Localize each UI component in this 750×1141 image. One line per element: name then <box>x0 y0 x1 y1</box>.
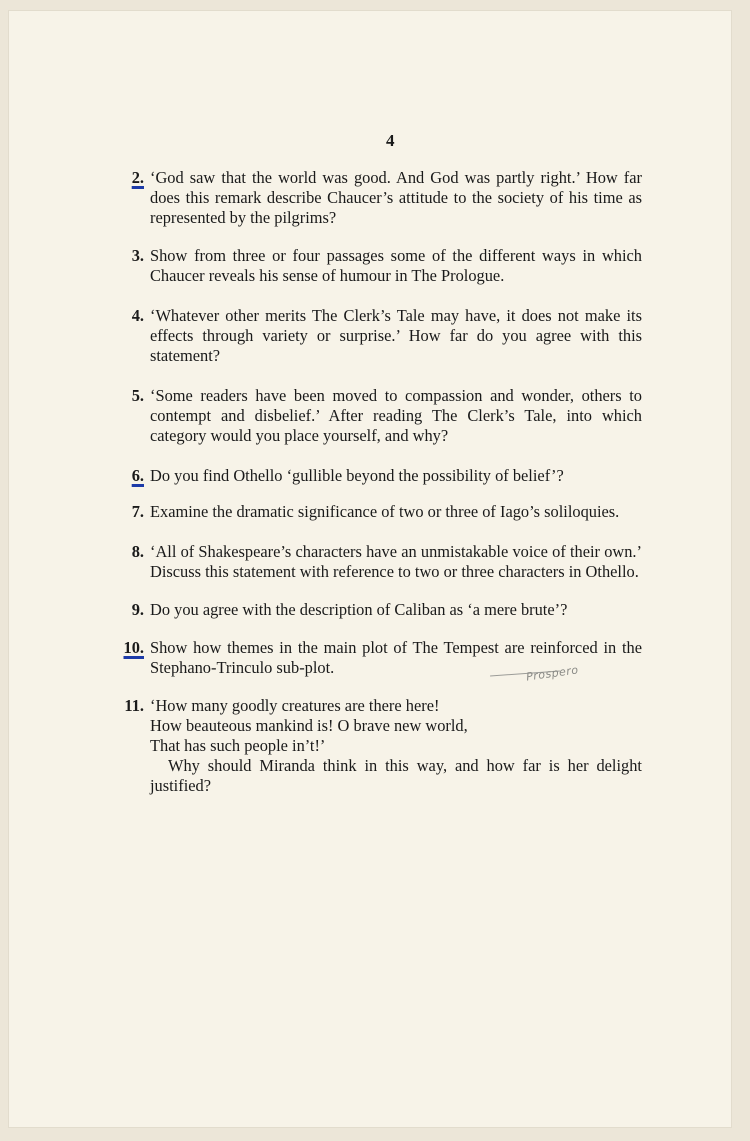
question-text: ‘Some readers have been moved to compassion and wonder, others to contempt and disbelief.’ After reading The Clerk’s Tale, into which category would you place yourself, and why? <box>150 386 642 445</box>
question-item <box>112 542 642 582</box>
question-number: 9. <box>131 600 144 619</box>
question-number: 2. <box>131 168 144 187</box>
verse-line: How beauteous mankind is! O brave new world, <box>150 716 468 735</box>
question-number: 3. <box>131 246 144 265</box>
question-text: Show how themes in the main plot of The Tempest are reinforced in the Stephano-Trinculo sub-plot. <box>150 638 642 677</box>
question-item <box>112 696 642 796</box>
question-item <box>112 246 642 286</box>
question-number: 11. <box>124 696 144 715</box>
pencil-annotation: Prospero <box>525 663 580 684</box>
question-text: Do you agree with the description of Caliban as ‘a mere brute’? <box>150 600 568 619</box>
quoted-verse <box>150 696 642 756</box>
question-number: 6. <box>131 466 144 485</box>
question-item <box>112 466 642 486</box>
question-text: ‘Whatever other merits The Clerk’s Tale may have, it does not make its effects through variety or surprise.’ How far do you agree with this statement? <box>150 306 642 365</box>
question-number: 4. <box>131 306 144 325</box>
question-item <box>112 600 642 620</box>
question-item <box>112 168 642 228</box>
exam-page <box>8 10 732 1128</box>
question-text: Why should Miranda think in this way, and how far is her delight justified? <box>150 756 642 795</box>
verse-line: That has such people in’t!’ <box>150 736 326 755</box>
question-text: ‘God saw that the world was good. And God was partly right.’ How far does this remark describe Chaucer’s attitude to the society of his time as represented by the pilgrims? <box>150 168 642 227</box>
question-number: 5. <box>131 386 144 405</box>
question-number: 7. <box>131 502 144 521</box>
page-number: 4 <box>386 131 395 150</box>
question-text: Do you find Othello ‘gullible beyond the possibility of belief’? <box>150 466 564 485</box>
question-text: Show from three or four passages some of the different ways in which Chaucer reveals his sense of humour in The Prologue. <box>150 246 642 285</box>
question-text: Examine the dramatic significance of two or three of Iago’s soliloquies. <box>150 502 620 521</box>
question-number: 8. <box>131 542 144 561</box>
question-item <box>112 306 642 366</box>
question-list <box>112 168 642 796</box>
question-text: ‘All of Shakespeare’s characters have an unmistakable voice of their own.’ Discuss this statement with reference to two or three characters in Othello. <box>150 542 642 581</box>
verse-line: ‘How many goodly creatures are there here! <box>150 696 440 715</box>
question-number: 10. <box>123 638 144 657</box>
question-item <box>112 502 642 522</box>
question-item <box>112 386 642 446</box>
